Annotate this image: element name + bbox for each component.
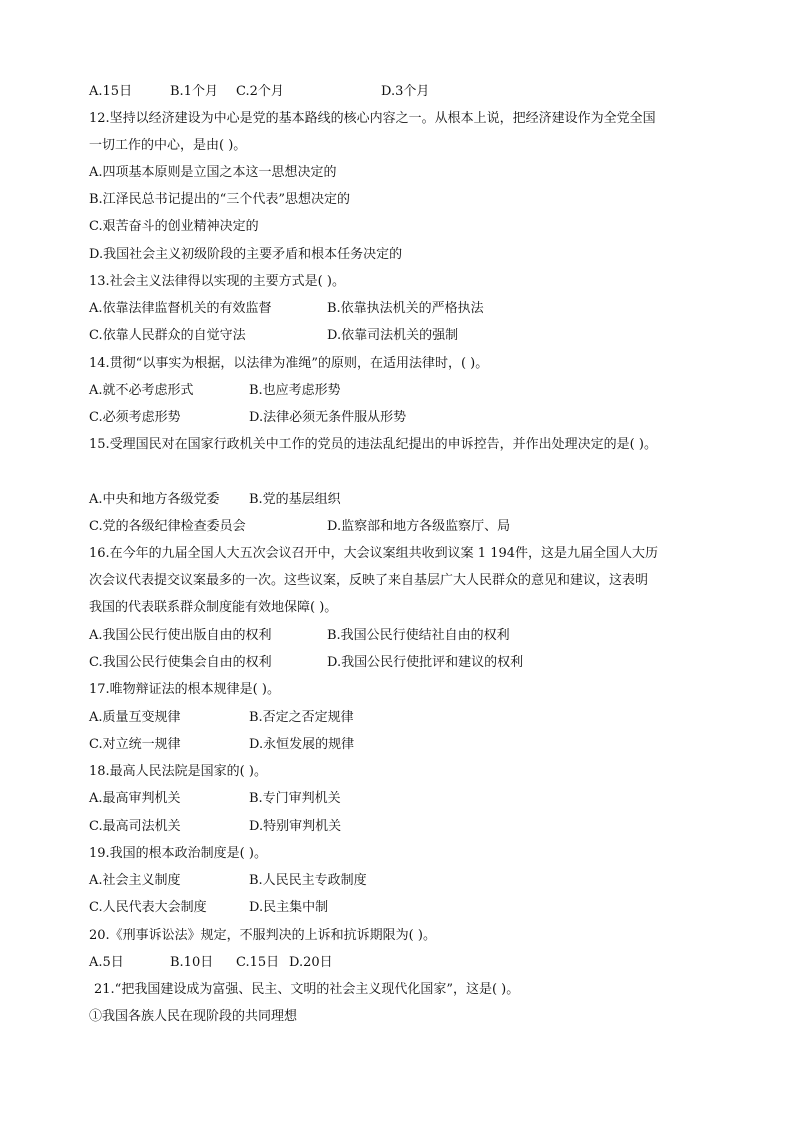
q14-stem: 14.贯彻“以事实为根据，以法律为准绳”的原则，在适用法律时，( )。 (89, 356, 489, 371)
q20-option-c: C.15日 (236, 955, 280, 970)
q20-stem: 20.《刑事诉讼法》规定，不服判决的上诉和抗诉期限为( )。 (89, 928, 436, 943)
q13-option-d: D.依靠司法机关的强制 (327, 328, 459, 343)
q17-option-b: B.否定之否定规律 (249, 710, 354, 725)
q15-option-a: A.中央和地方各级党委 (89, 492, 220, 507)
q21-item-1: ①我国各族人民在现阶段的共同理想 (89, 1009, 298, 1024)
q18-option-a: A.最高审判机关 (89, 791, 181, 806)
q20-option-a: A.5日 (89, 955, 124, 970)
q19-option-a: A.社会主义制度 (89, 873, 181, 888)
q12-option-a: A.四项基本原则是立国之本这一思想决定的 (89, 165, 337, 180)
q17-option-d: D.永恒发展的规律 (249, 737, 355, 752)
q12-stem-line1: 12.坚持以经济建设为中心是党的基本路线的核心内容之一。从根本上说，把经济建设作为全党全国 (89, 111, 656, 126)
q12-option-c: C.艰苦奋斗的创业精神决定的 (89, 219, 259, 234)
q11-option-b: B.1个月 (170, 84, 218, 99)
q16-option-b: B.我国公民行使结社自由的权利 (327, 628, 510, 643)
q20-option-d: D.20日 (289, 955, 333, 970)
q14-option-a: A.就不必考虑形式 (89, 383, 194, 398)
q18-option-b: B.专门审判机关 (249, 791, 341, 806)
q16-option-d: D.我国公民行使批评和建议的权利 (327, 655, 524, 670)
q17-option-c: C.对立统一规律 (89, 737, 181, 752)
q13-stem: 13.社会主义法律得以实现的主要方式是( )。 (89, 274, 345, 289)
q18-option-d: D.特别审判机关 (249, 819, 342, 834)
q13-option-b: B.依靠执法机关的严格执法 (327, 301, 484, 316)
q14-option-b: B.也应考虑形势 (249, 383, 341, 398)
q19-option-d: D.民主集中制 (249, 900, 329, 915)
q17-option-a: A.质量互变规律 (89, 710, 181, 725)
q16-option-c: C.我国公民行使集会自由的权利 (89, 655, 272, 670)
q15-stem: 15.受理国民对在国家行政机关中工作的党员的违法乱纪提出的申诉控告，并作出处理决定的是( )。 (89, 437, 657, 452)
q16-option-a: A.我国公民行使出版自由的权利 (89, 628, 272, 643)
q13-option-a: A.依靠法律监督机关的有效监督 (89, 301, 272, 316)
q11-option-a: A.15日 (89, 84, 133, 99)
q12-stem-line2: 一切工作的中心，是由( )。 (89, 138, 247, 153)
q18-stem: 18.最高人民法院是国家的( )。 (89, 764, 267, 779)
q20-option-b: B.10日 (170, 955, 214, 970)
q12-option-b: B.江泽民总书记提出的“三个代表”思想决定的 (89, 192, 350, 207)
q11-option-c: C.2个月 (236, 84, 284, 99)
q11-option-d: D.3个月 (381, 84, 430, 99)
q19-option-b: B.人民民主专政制度 (249, 873, 367, 888)
q13-option-c: C.依靠人民群众的自觉守法 (89, 328, 246, 343)
q17-stem: 17.唯物辩证法的根本规律是( )。 (89, 682, 280, 697)
q16-stem-line2: 次会议代表提交议案最多的一次。这些议案，反映了来自基层广大人民群众的意见和建议，这表明 (89, 573, 649, 588)
q16-stem-line1: 16.在今年的九届全国人大五次会议召开中，大会议案组共收到议案 1 194件，这是九届全国人大历 (89, 546, 659, 561)
q21-stem: 21.“把我国建设成为富强、民主、文明的社会主义现代化国家”，这是( )。 (94, 982, 520, 997)
q18-option-c: C.最高司法机关 (89, 819, 181, 834)
q14-option-d: D.法律必须无条件服从形势 (249, 410, 407, 425)
q19-stem: 19.我国的根本政治制度是( )。 (89, 846, 267, 861)
q14-option-c: C.必须考虑形势 (89, 410, 181, 425)
q19-option-c: C.人民代表大会制度 (89, 900, 207, 915)
q12-option-d: D.我国社会主义初级阶段的主要矛盾和根本任务决定的 (89, 247, 403, 262)
q16-stem-line3: 我国的代表联系群众制度能有效地保障( )。 (89, 600, 338, 615)
q15-option-c: C.党的各级纪律检查委员会 (89, 519, 246, 534)
q15-option-d: D.监察部和地方各级监察厅、局 (327, 519, 511, 534)
q15-option-b: B.党的基层组织 (249, 492, 341, 507)
